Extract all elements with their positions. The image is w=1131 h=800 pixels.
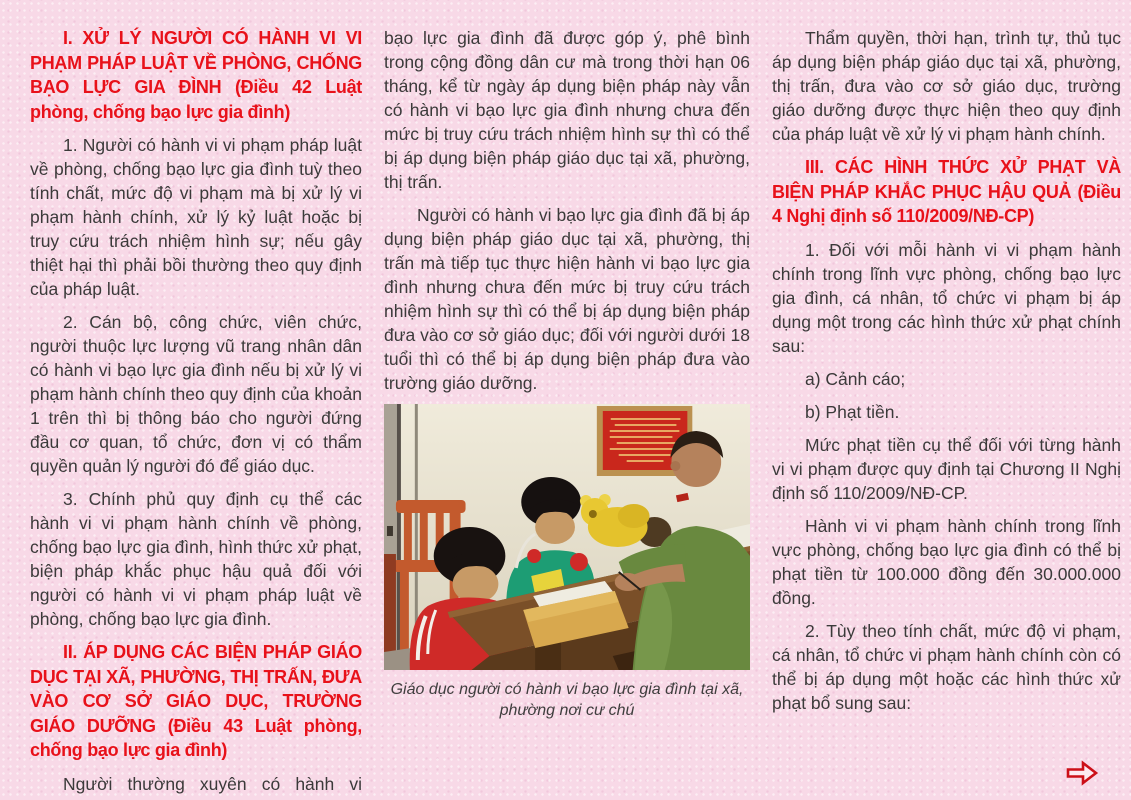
list-item-a: a) Cảnh cáo; xyxy=(805,368,906,389)
column-middle xyxy=(384,26,750,800)
next-page-arrow-icon xyxy=(1065,760,1099,786)
photo-education-session xyxy=(384,404,750,670)
paragraph-3-5: 2. Tùy theo tính chất, mức độ vi phạm, cá nhân, tổ chức vi phạm hành chính còn có thể bị áp dụng một hoặc các hình thức xử phạt bổ sung sau: xyxy=(772,620,1121,713)
paragraph-2-2: Người có hành vi bạo lực gia đình đã bị áp dụng biện pháp giáo dục tại xã, phường, thị trấn mà tiếp tục thực hiện hành vi bạo lực gia đình nhưng chưa đến mức bị truy cứu trách nhiệm hình sự thì có thể bị áp dụng biện pháp đưa vào cơ sở giáo dục; đối với người dưới 18 tuổi thì có thể bị áp dụng biện pháp đưa vào trường giáo dưỡng. xyxy=(384,205,750,393)
paragraph-3-3: Mức phạt tiền cụ thể đối với từng hành vi vi phạm được quy định tại Chương II Nghị định số 110/2009/NĐ-CP. xyxy=(772,434,1121,503)
section-heading-3: III. CÁC HÌNH THỨC XỬ PHẠT VÀ BIỆN PHÁP KHẮC PHỤC HẬU QUẢ (Điều 4 Nghị định số 110/2009/NĐ-CP) xyxy=(772,157,1121,226)
paragraph-1-3: 3. Chính phủ quy định cụ thể các hành vi vi phạm hành chính về phòng, chống bạo lực gia đình, hình thức xử phạt, biện pháp khắc phục hậu quả đối với người có hành vi vi phạm pháp luật về phòng, chống bạo lực gia đình. xyxy=(30,489,362,629)
paragraph-3-1: Thẩm quyền, thời hạn, trình tự, thủ tục áp dụng biện pháp giáo dục tại xã, phường, thị trấn, đưa vào cơ sở giáo dục, trường giáo dưỡng được thực hiện theo quy định của pháp luật về xử lý vi phạm hành chính. xyxy=(772,28,1121,144)
list-item-b: b) Phạt tiền. xyxy=(805,401,900,422)
section-heading-2: II. ÁP DỤNG CÁC BIỆN PHÁP GIÁO DỤC TẠI XÃ, PHƯỜNG, THỊ TRẤN, ĐƯA VÀO CƠ SỞ GIÁO DỤC, TRƯỜNG GIÁO DƯỠNG (Điều 43 Luật phòng, chống bạo lực gia đình) xyxy=(30,642,362,760)
paragraph-3-2: 1. Đối với mỗi hành vi vi phạm hành chính trong lĩnh vực phòng, chống bạo lực gia đình, cá nhân, tổ chức vi phạm bị áp dụng một trong các hình thức xử phạt chính sau: xyxy=(772,239,1121,356)
photo-figure xyxy=(384,404,750,721)
photo-caption: Giáo dục người có hành vi bạo lực gia đình tại xã, phường nơi cư chú xyxy=(390,681,744,719)
column-left xyxy=(30,26,362,800)
paragraph-2-1: bạo lực gia đình đã được góp ý, phê bình trong cộng đồng dân cư mà trong thời hạn 06 tháng, kể từ ngày áp dụng biện pháp này vẫn có hành vi bạo lực gia đình nhưng chưa đến mức bị truy cứu trách nhiệm hình sự thì có thể bị áp dụng biện pháp giáo dục tại xã, phường, thị trấn. xyxy=(384,28,750,192)
paragraph-3-4: Hành vi vi phạm hành chính trong lĩnh vực phòng, chống bạo lực gia đình có thể bị phạt tiền từ 100.000 đồng đến 30.000.000 đồng. xyxy=(772,515,1121,608)
column-right xyxy=(772,26,1121,800)
paragraph-1-4: Người thường xuyên có hành vi xyxy=(63,773,362,794)
paragraph-1-1: 1. Người có hành vi vi phạm pháp luật về phòng, chống bạo lực gia đình tuỳ theo tính chất, mức độ vi phạm mà bị xử lý vi phạm hành chính, xử lý kỷ luật hoặc bị truy cứu trách nhiệm hình sự; nếu gây thiệt hại thì phải bồi thường theo quy định của pháp luật. xyxy=(30,135,362,299)
section-heading-1: I. XỬ LÝ NGƯỜI CÓ HÀNH VI VI PHẠM PHÁP LUẬT VỀ PHÒNG, CHỐNG BẠO LỰC GIA ĐÌNH (Điều 42 Luật phòng, chống bạo lực gia đình) xyxy=(30,28,362,122)
paragraph-1-2: 2. Cán bộ, công chức, viên chức, người thuộc lực lượng vũ trang nhân dân có hành vi bạo lực gia đình nếu bị xử lý vi phạm hành chính theo quy định của khoản 1 trên thì bị thông báo cho người đứng đầu cơ quan, tổ chức, đơn vị có thẩm quyền quản lý người đó để giáo dục. xyxy=(30,312,362,476)
